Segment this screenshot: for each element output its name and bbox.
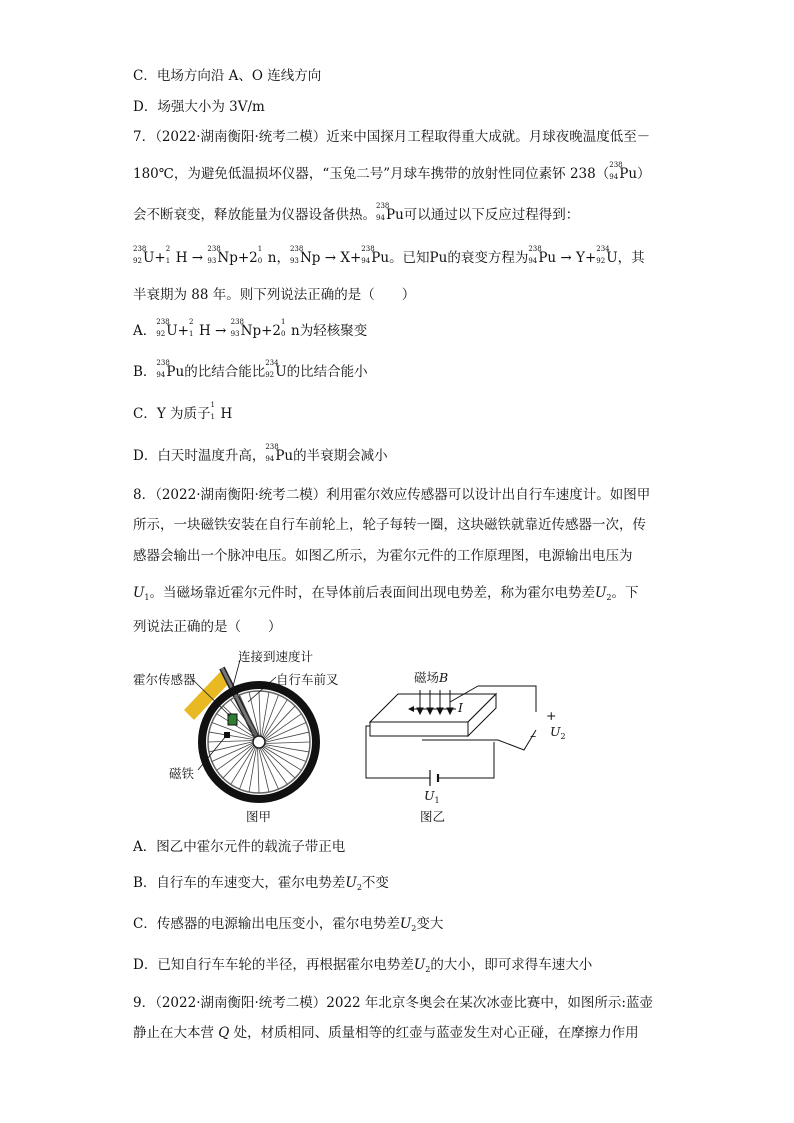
q7-line4-end: ，其 bbox=[617, 250, 645, 266]
q8-stem-line3: 感器会输出一个脉冲电压。如图乙所示，为霍尔元件的工作原理图，电源输出电压为 bbox=[133, 548, 633, 564]
nuclide-u234 bbox=[265, 359, 287, 381]
p-mass: 1 bbox=[210, 401, 216, 409]
nuclide-pu238 bbox=[528, 245, 557, 267]
q8-option-b bbox=[133, 874, 389, 897]
pu-mass: 238 bbox=[376, 202, 390, 210]
comma: ， bbox=[276, 250, 290, 266]
q7-option-b bbox=[133, 359, 368, 381]
u2-symbol: U bbox=[399, 916, 412, 932]
label-hall-sensor: 霍尔传感器 bbox=[133, 672, 196, 687]
q7-stem-line1: 7．（2022·湖南衡阳·统考二模）近来中国探月工程取得重大成就。月球夜晚温度低至－ bbox=[133, 129, 651, 145]
pu-z: 94 bbox=[361, 257, 371, 265]
plus-sign: + bbox=[584, 250, 597, 266]
spoke bbox=[259, 691, 260, 737]
q8-option-b-pre: B．自行车的车速变大，霍尔电势差 bbox=[133, 875, 346, 891]
nuclide-n1 bbox=[257, 245, 277, 267]
pu-z: 94 bbox=[156, 371, 166, 379]
q7-line4-mid: 。已知Pu的衰变方程为 bbox=[389, 250, 529, 266]
pu-mass: 238 bbox=[265, 443, 279, 451]
u1-subscript: 1 bbox=[144, 593, 150, 602]
spoke bbox=[264, 742, 310, 743]
pu-z: 94 bbox=[609, 173, 619, 181]
nuclide-n1 bbox=[281, 318, 300, 340]
q7-stem-line3 bbox=[133, 202, 580, 224]
label-link-to-speedometer: 连接到速度计 bbox=[238, 649, 314, 664]
u2-subscript: 2 bbox=[606, 593, 612, 602]
option-letter: B． bbox=[133, 364, 157, 380]
arrow: → bbox=[191, 250, 204, 266]
figure-bicycle-wheel bbox=[133, 649, 360, 825]
q7-option-d-text: 的半衰期会减小 bbox=[293, 448, 388, 464]
u2-subscript: 2 bbox=[425, 965, 431, 974]
q9-stem-line2 bbox=[133, 1024, 639, 1042]
h-symbol: H bbox=[175, 250, 188, 266]
option-letter: A． bbox=[133, 323, 157, 339]
q8-option-b-post: 不变 bbox=[361, 875, 389, 891]
np-z: 93 bbox=[230, 330, 240, 338]
u-mass: 238 bbox=[133, 245, 147, 253]
q7-option-b-mid: 的比结合能比 bbox=[184, 364, 266, 380]
h-mass: 2 bbox=[188, 318, 194, 326]
pu-symbol: Pu bbox=[538, 250, 557, 266]
u2-subscript: 2 bbox=[560, 732, 566, 741]
q8-option-c-pre: C．传感器的电源输出电压变小，霍尔电势差 bbox=[133, 916, 400, 932]
q7-stem-line5: 半衰期为 88 年。则下列说法正确的是（ ） bbox=[133, 287, 416, 303]
u234-mass: 234 bbox=[265, 359, 279, 367]
plus-sign: + bbox=[349, 250, 362, 266]
h-z: 1 bbox=[165, 257, 171, 265]
u2-symbol: U bbox=[594, 585, 607, 601]
nuclide-pu238 bbox=[265, 443, 294, 465]
nuclide-pu238 bbox=[361, 245, 390, 267]
np-mass: 238 bbox=[207, 245, 221, 253]
u234-z: 92 bbox=[265, 371, 275, 379]
nuclide-u234 bbox=[596, 245, 618, 267]
spoke bbox=[258, 747, 259, 793]
pu-symbol: Pu bbox=[619, 166, 638, 182]
arrow: → bbox=[215, 323, 227, 339]
q7-option-c-text: C．Y 为质子 bbox=[133, 406, 211, 422]
n-z: 0 bbox=[257, 257, 263, 265]
n-mass: 1 bbox=[281, 318, 286, 326]
pu-symbol: Pu bbox=[166, 364, 185, 380]
nuclide-np238 bbox=[289, 245, 321, 267]
arrow: → bbox=[324, 250, 337, 266]
u234-z: 92 bbox=[596, 257, 606, 265]
q8-option-c-post: 变大 bbox=[416, 916, 444, 932]
label-field bbox=[414, 668, 448, 686]
pu-mass: 238 bbox=[609, 161, 623, 169]
np-z: 93 bbox=[289, 257, 299, 265]
q7-option-d bbox=[133, 443, 388, 465]
np-symbol: Np bbox=[240, 323, 262, 339]
q7-option-d-pre: D．白天时温度升高， bbox=[133, 448, 266, 464]
nuclide-h2 bbox=[165, 245, 188, 267]
np-mass: 238 bbox=[289, 245, 304, 253]
hall-plate-front bbox=[370, 722, 468, 736]
label-front-fork: 自行车前叉 bbox=[276, 672, 339, 687]
q8-stem-line2: 所示，一块磁铁安装在自行车前轮上，轮子每转一圈，这块磁铁就靠近传感器一次，传 bbox=[133, 517, 646, 533]
q7-line3-text: 会不断衰变，释放能量为仪器设备供热。 bbox=[133, 207, 376, 223]
q8-stem-line4 bbox=[133, 584, 638, 607]
plus-sign: + bbox=[237, 250, 250, 266]
nuclide-np238 bbox=[207, 245, 238, 267]
pu-z: 94 bbox=[265, 455, 275, 463]
q8-stem-line1: 8．（2022·湖南衡阳·统考二模）利用霍尔效应传感器可以设计出自行车速度计。如图甲 bbox=[133, 487, 651, 503]
pu-mass: 238 bbox=[528, 245, 542, 253]
u-symbol: U bbox=[166, 323, 178, 339]
q7-reaction-line bbox=[133, 245, 645, 267]
u2-symbol: U bbox=[345, 875, 357, 891]
q7-line2-end: ） bbox=[637, 166, 651, 182]
n-symbol: n bbox=[267, 250, 277, 266]
pu-symbol: Pu bbox=[275, 448, 294, 464]
q8-option-d bbox=[133, 956, 592, 979]
nuclide-pu238 bbox=[376, 202, 404, 224]
arrow: → bbox=[560, 250, 572, 266]
u1-subscript: 1 bbox=[434, 796, 440, 805]
coefficient-two: 2 bbox=[272, 323, 282, 339]
spoke bbox=[209, 741, 254, 751]
q8-stem-line5: 列说法正确的是（ ） bbox=[133, 619, 282, 635]
q9-stem-line1: 9．（2022·湖南衡阳·统考二模）2022 年北京冬奥会在某次冰壶比赛中，如图所示:蓝壶 bbox=[133, 995, 653, 1011]
q9-line2-pre: 静止在大本营 bbox=[133, 1025, 214, 1041]
np-z: 93 bbox=[207, 257, 217, 265]
u-z: 92 bbox=[133, 257, 142, 265]
pu-mass: 238 bbox=[361, 245, 375, 253]
point-q: Q bbox=[218, 1025, 230, 1041]
u234-symbol: U bbox=[275, 364, 287, 380]
spoke bbox=[258, 747, 268, 792]
h-mass: 2 bbox=[165, 245, 171, 253]
pu-mass: 238 bbox=[156, 359, 170, 367]
q8-option-d-post: 的大小，即可求得车速大小 bbox=[430, 957, 593, 973]
label-u2 bbox=[550, 724, 566, 741]
q7-option-a bbox=[133, 318, 368, 340]
label-b: B bbox=[439, 670, 449, 685]
nuclide-pu238 bbox=[156, 359, 185, 381]
q8-option-d-pre: D．已知自行车车轮的半径，再根据霍尔电势差 bbox=[133, 957, 414, 973]
nuclide-h1 bbox=[210, 401, 233, 423]
q6-option-c: C．电场方向沿 A、O 连线方向 bbox=[133, 68, 322, 84]
spoke bbox=[208, 741, 254, 742]
q7-stem-line2 bbox=[133, 161, 651, 183]
pu-z: 94 bbox=[528, 257, 538, 265]
figure-hall-circuit bbox=[358, 664, 578, 825]
pu-z: 94 bbox=[376, 214, 385, 222]
u234-mass: 234 bbox=[596, 245, 610, 253]
q7-option-c bbox=[133, 401, 233, 423]
hall-circuit-drawing bbox=[358, 664, 578, 825]
q8-option-c bbox=[133, 915, 443, 938]
u-mass: 238 bbox=[156, 318, 170, 326]
product-x: X bbox=[340, 250, 350, 266]
caption-fig-b: 图乙 bbox=[420, 809, 446, 824]
n-symbol: n bbox=[291, 323, 300, 339]
p-z: 1 bbox=[210, 413, 216, 421]
plus-sign: + bbox=[177, 323, 189, 339]
q7-line3-end: 可以通过以下反应过程得到： bbox=[403, 207, 580, 223]
q8-line4-text: 。当磁场靠近霍尔元件时，在导体前后表面间出现电势差，称为霍尔电势差 bbox=[149, 585, 595, 601]
u2-symbol: U bbox=[550, 724, 561, 739]
u1-symbol: U bbox=[133, 585, 145, 601]
spoke bbox=[264, 732, 309, 742]
label-field-text: 磁场 bbox=[414, 670, 440, 685]
nuclide-h2 bbox=[188, 318, 211, 340]
q7-line2-text: 180℃，为避免低温损坏仪器，“玉兔二号”月球车携带的放射性同位素钚 238（ bbox=[133, 166, 610, 182]
nuclide-pu238 bbox=[609, 161, 638, 183]
u2-subscript: 2 bbox=[356, 883, 362, 892]
nuclide-u238 bbox=[156, 318, 178, 340]
u234-symbol: U bbox=[606, 250, 618, 266]
h-symbol: H bbox=[198, 323, 211, 339]
u-z: 92 bbox=[156, 330, 166, 338]
hub bbox=[253, 736, 265, 748]
label-u1 bbox=[424, 788, 440, 805]
label-current-i: I bbox=[458, 700, 463, 715]
n-mass: 1 bbox=[257, 245, 263, 253]
u2-subscript: 2 bbox=[411, 924, 417, 933]
q8-option-a: A．图乙中霍尔元件的载流子带正电 bbox=[133, 839, 346, 855]
np-symbol: Np bbox=[217, 250, 238, 266]
nuclide-u238 bbox=[133, 245, 155, 267]
label-magnet: 磁铁 bbox=[169, 766, 195, 781]
np-symbol: Np bbox=[299, 250, 321, 266]
plus-sign: + bbox=[154, 250, 166, 266]
q7-option-b-text: 的比结合能小 bbox=[286, 364, 368, 380]
p-symbol: H bbox=[220, 406, 233, 422]
q6-option-d: D．场强大小为 3V/m bbox=[133, 99, 265, 115]
pu-symbol: Pu bbox=[371, 250, 390, 266]
u2-symbol: U bbox=[413, 957, 426, 973]
coefficient-two: 2 bbox=[249, 250, 258, 266]
q8-line4-end: 。下 bbox=[611, 585, 639, 601]
label-minus: – bbox=[530, 728, 537, 743]
h-z: 1 bbox=[188, 330, 194, 338]
product-y: Y bbox=[576, 250, 585, 266]
q9-line2-text: 处，材质相同、质量相等的红壶与蓝壶发生对心正碰，在摩擦力作用 bbox=[233, 1025, 639, 1041]
caption-fig-a: 图甲 bbox=[246, 809, 272, 824]
n-z: 0 bbox=[281, 330, 286, 338]
nuclide-np238 bbox=[230, 318, 262, 340]
plus-sign: + bbox=[261, 323, 273, 339]
label-plus: + bbox=[546, 708, 557, 723]
pu-symbol: Pu bbox=[386, 207, 404, 223]
u-symbol: U bbox=[143, 250, 155, 266]
np-mass: 238 bbox=[230, 318, 245, 326]
q7-option-a-text: 为轻核聚变 bbox=[299, 323, 368, 339]
u1-symbol: U bbox=[424, 788, 435, 803]
wire-right bbox=[438, 742, 494, 778]
